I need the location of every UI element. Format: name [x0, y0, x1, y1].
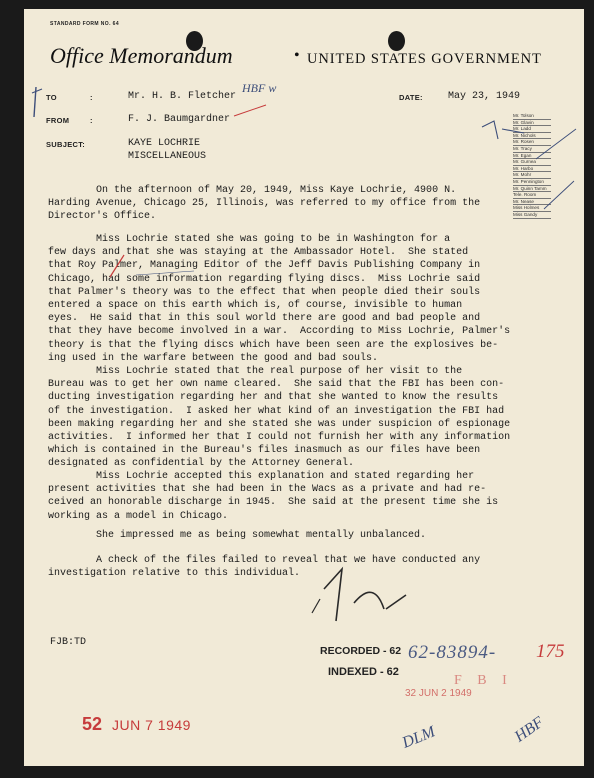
handwritten-initials-ha: HBF w — [242, 81, 277, 95]
routing-name: Mr. Nease — [513, 199, 551, 206]
fbi-stamp: F B I — [454, 673, 513, 688]
form-number: STANDARD FORM NO. 64 — [50, 21, 120, 27]
paragraph-line: that they have become involved in a war. According to Miss Lochrie, Palmer's — [48, 326, 511, 338]
paragraph-line: which is contained in the Bureau's files inasmuch as our files have been — [48, 445, 481, 457]
typist-initials: FJB:TD — [50, 637, 87, 648]
routing-name: Mr. Ladd — [513, 126, 551, 133]
paragraph-line: A check of the files failed to reveal that we have conducted any — [48, 555, 481, 566]
routing-name: Miss Gandy — [513, 212, 551, 219]
paragraph-line: of the investigation. I asked her what kind of an investigation the FBI had — [48, 405, 505, 417]
subject-line-1: KAYE LOCHRIE — [128, 138, 201, 149]
paragraph-line: investigation relative to this individual. — [48, 568, 301, 580]
from-value: F. J. Baumgardner — [128, 114, 231, 125]
handwritten-initials-dlm: DLM — [399, 723, 438, 752]
file-serial: 175 — [536, 641, 565, 662]
routing-name: Mr. Nichols — [513, 133, 551, 140]
date-stamp-prefix: 52 — [82, 714, 103, 734]
subject-label: SUBJECT: — [46, 140, 86, 149]
paragraph-line: ing used in the warfare between the good and bad souls. — [48, 352, 379, 364]
paragraph-line: ceived an honorable discharge in 1945. She said at the present time she is — [48, 497, 499, 509]
date-value: May 23, 1949 — [448, 91, 521, 102]
date-stamp: JUN 7 1949 — [112, 717, 191, 733]
paragraph-line: that Roy Palmer, Managing Editor of the Jeff Davis Publishing Company in — [48, 260, 481, 272]
paragraph-line: eyes. He said that in this soul world there are good and bad people and — [48, 313, 481, 325]
memo-subtitle: UNITED STATES GOVERNMENT — [307, 51, 542, 67]
paragraph-line: Miss Lochrie accepted this explanation and stated regarding her — [48, 471, 475, 482]
paragraph-line: few days and that she was staying at the Ambassador Hotel. She stated — [48, 247, 469, 259]
paragraph-line: Director's Office. — [48, 211, 157, 223]
handwritten-marks — [24, 9, 584, 766]
paragraph-line: that Palmer's theory was to the effect that when people died their souls — [48, 286, 481, 298]
paragraph-line: ducting investigation regarding her and that she wanted to know the results — [48, 392, 499, 404]
handwritten-initials-bottom: HBF — [511, 713, 547, 746]
recorded-stamp: RECORDED - 62 — [320, 645, 402, 657]
date-label: DATE: — [399, 93, 423, 102]
routing-name: Miss Holmes — [513, 205, 551, 212]
paragraph-line: designated as confidential by the Attorney General. — [48, 458, 355, 470]
received-date-stamp: 32 JUN 2 1949 — [405, 688, 472, 699]
paragraph-line: activities. I informed her that I could not furnish her with any information — [48, 432, 511, 444]
to-value: Mr. H. B. Fletcher — [128, 91, 237, 102]
from-label: FROM — [46, 116, 70, 125]
routing-name: Mr. Quinn Tamm — [513, 186, 551, 193]
paragraph-line: theory is that the flying discs which have been seen are the explosives be- — [48, 339, 499, 351]
routing-name: Mr. Tracy — [513, 146, 551, 153]
routing-name: Mr. Gurnea — [513, 159, 551, 166]
subject-line-2: MISCELLANEOUS — [128, 151, 207, 162]
file-number: 62-83894- — [408, 642, 497, 663]
from-colon: : — [90, 116, 93, 125]
paragraph-line: Miss Lochrie stated she was going to be in Washington for a — [48, 234, 451, 245]
to-label: TO — [46, 93, 57, 102]
paragraph-line: Harding Avenue, Chicago 25, Illinois, was referred to my office from the — [48, 198, 481, 210]
routing-name: Mr. Harbo — [513, 166, 551, 173]
paragraph-line: She impressed me as being somewhat mentally unbalanced. — [48, 530, 427, 541]
paragraph-line: On the afternoon of May 20, 1949, Miss Kaye Lochrie, 4900 N. — [48, 185, 457, 196]
routing-name: Mr. Tolson — [513, 113, 551, 120]
routing-name: Tele. Room — [513, 192, 551, 199]
memo-title: Office Memorandum — [50, 43, 233, 68]
paragraph-line: been making regarding her and she stated she was under suspicion of espionage — [48, 418, 511, 430]
paragraph-line: working as a model in Chicago. — [48, 510, 229, 522]
routing-name: Mr. Pennington — [513, 179, 551, 186]
routing-name: Mr. Egan — [513, 153, 551, 160]
paragraph-line: Chicago, had some information regarding flying discs. Miss Lochrie said — [48, 273, 481, 285]
memo-page — [24, 9, 584, 766]
title-separator: • — [294, 47, 300, 64]
indexed-stamp: INDEXED - 62 — [328, 666, 399, 678]
to-colon: : — [90, 93, 93, 102]
paragraph-line: entered a space on this earth which is, of course, invisible to human — [48, 300, 463, 312]
paragraph-line: present activities that she had been in the Wacs as a private and had re- — [48, 484, 487, 496]
routing-name: Mr. Glavin — [513, 120, 551, 127]
routing-name: Mr. Mohr — [513, 172, 551, 179]
routing-name: Mr. Rosen — [513, 139, 551, 146]
paragraph-line: Bureau was to get her own name cleared. She said that the FBI has been con- — [48, 379, 505, 391]
paragraph-line: Miss Lochrie stated that the real purpose of her visit to the — [48, 366, 463, 377]
